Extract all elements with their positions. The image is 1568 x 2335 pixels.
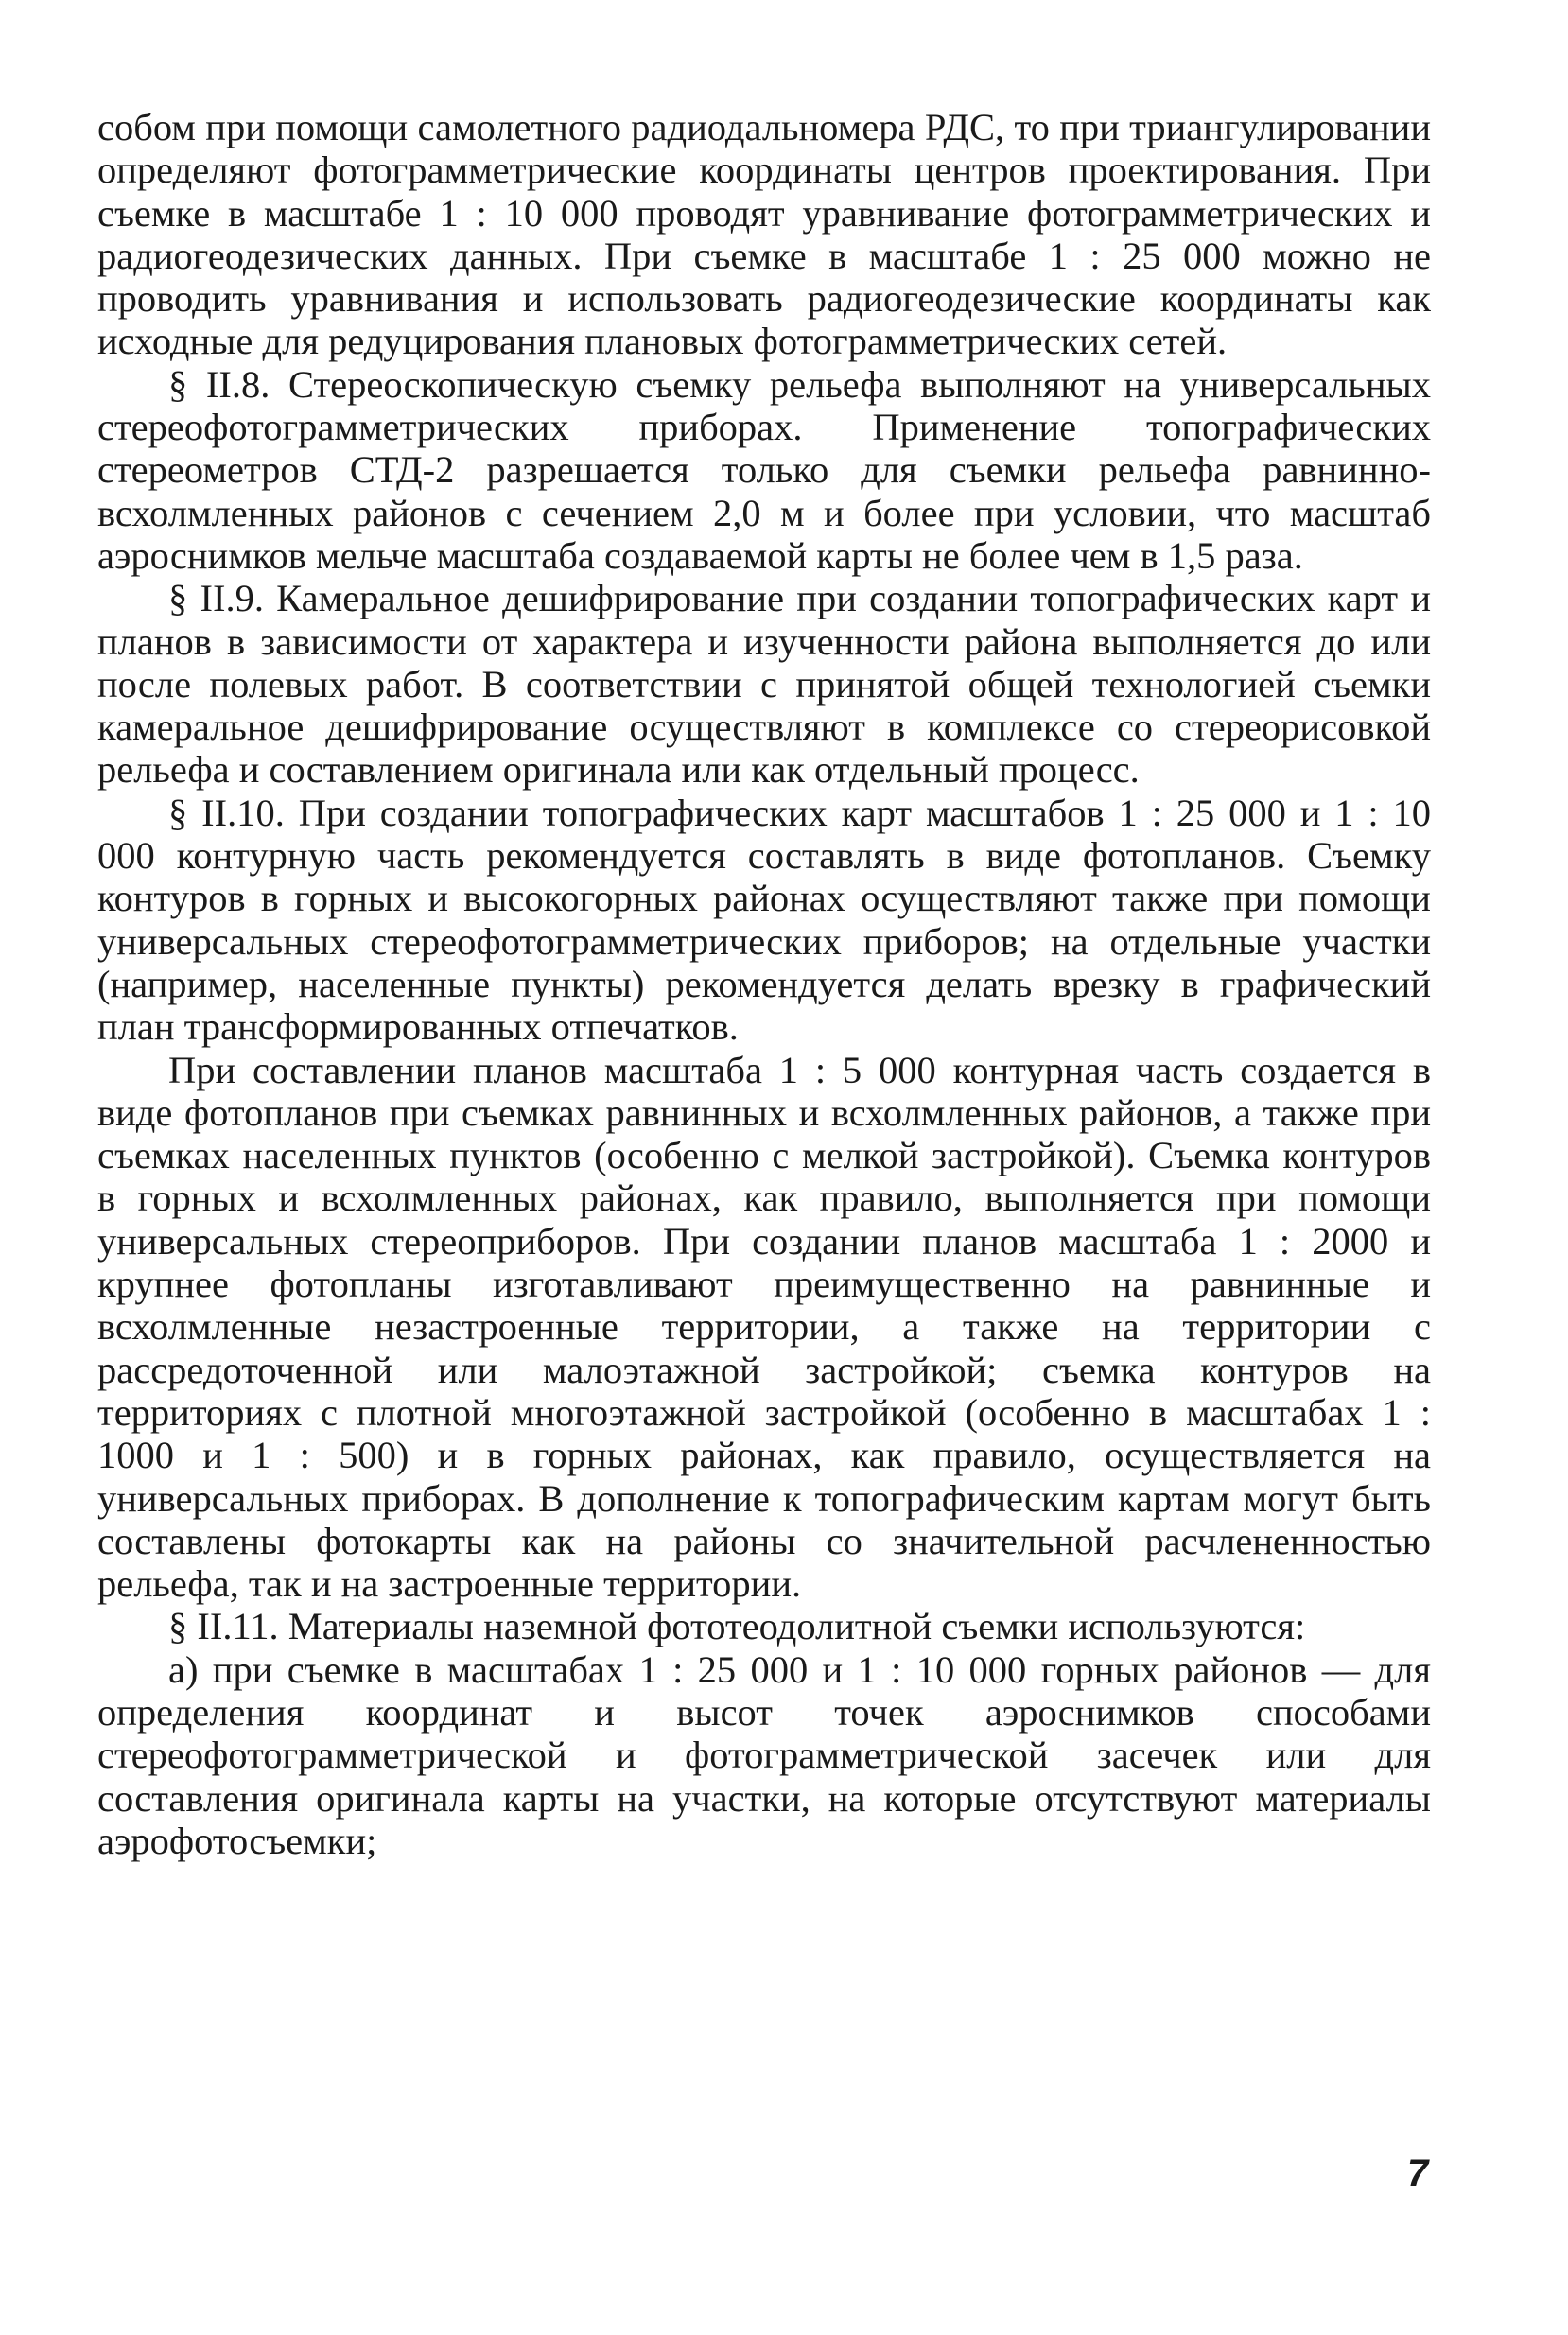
paragraph-section-11-8: § II.8. Стереоскопическую съемку рельефа выполняют на универсальных стереофотограмметрических приборах. Применение топографических стереометров СТД-2 разрешается только для съемки рельефа равнинно-всхолмленных районов с сечением 2,0 м и более при условии, что масштаб аэроснимков мельче масштаба создаваемой карты не более чем в 1,5 раза. [97, 362, 1431, 577]
paragraph-continuation: собом при помощи самолетного радиодальномера РДС, то при триангулировании определяют фотограмметрические координаты центров проектирования. При съемке в масштабе 1 : 10 000 проводят уравнивание фотограмметрических и радиогеодезических данных. При съемке в масштабе 1 : 25 000 можно не проводить уравнивания и использовать радиогеодезические координаты как исходные для редуцирования плановых фотограмметрических сетей. [97, 106, 1431, 363]
page-body [97, 106, 1431, 1862]
paragraph-plans-5000: При составлении планов масштаба 1 : 5 000 контурная часть создается в виде фотопланов при съемках равнинных и всхолмленных районов, а также при съемках населенных пунктов (особенно с мелкой застройкой). Съемка контуров в горных и всхолмленных районах, как правило, выполняется при помощи универсальных стереоприборов. При создании планов масштаба 1 : 2000 и крупнее фотопланы изготавливают преимущественно на равнинные и всхолмленные незастроенные территории, а также на территории с рассредоточенной или малоэтажной застройкой; съемка контуров на территориях с плотной многоэтажной застройкой (особенно в масштабах 1 : 1000 и 1 : 500) и в горных районах, как правило, осуществляется на универсальных приборах. В дополнение к топографическим картам могут быть составлены фотокарты как на районы со значительной расчлененностью рельефа, так и на застроенные территории. [97, 1048, 1431, 1606]
page-number: 7 [1407, 2152, 1429, 2194]
paragraph-item-a: а) при съемке в масштабах 1 : 25 000 и 1 : 10 000 горных районов — для определения координат и высот точек аэроснимков способами стереофотограмметрической и фотограмметрической засечек или для составления оригинала карты на участки, на которые отсутствуют материалы аэрофотосъемки; [97, 1647, 1431, 1862]
paragraph-section-11-11: § II.11. Материалы наземной фототеодолитной съемки используются: [168, 1605, 1306, 1648]
paragraph-section-11-9: § II.9. Камеральное дешифрирование при создании топографических карт и планов в зависимости от характера и изученности района выполняется до или после полевых работ. В соответствии с принятой общей технологией съемки камеральное дешифрирование осуществляют в комплексе со стереорисовкой рельефа и составлением оригинала или как отдельный процесс. [97, 577, 1431, 792]
paragraph-section-11-10: § II.10. При создании топографических карт масштабов 1 : 25 000 и 1 : 10 000 контурную часть рекомендуется составлять в виде фотопланов. Съемку контуров в горных и высокогорных районах осуществляют также при помощи универсальных стереофотограмметрических приборов; на отдельные участки (например, населенные пункты) рекомендуется делать врезку в графический план трансформированных отпечатков. [97, 791, 1431, 1049]
